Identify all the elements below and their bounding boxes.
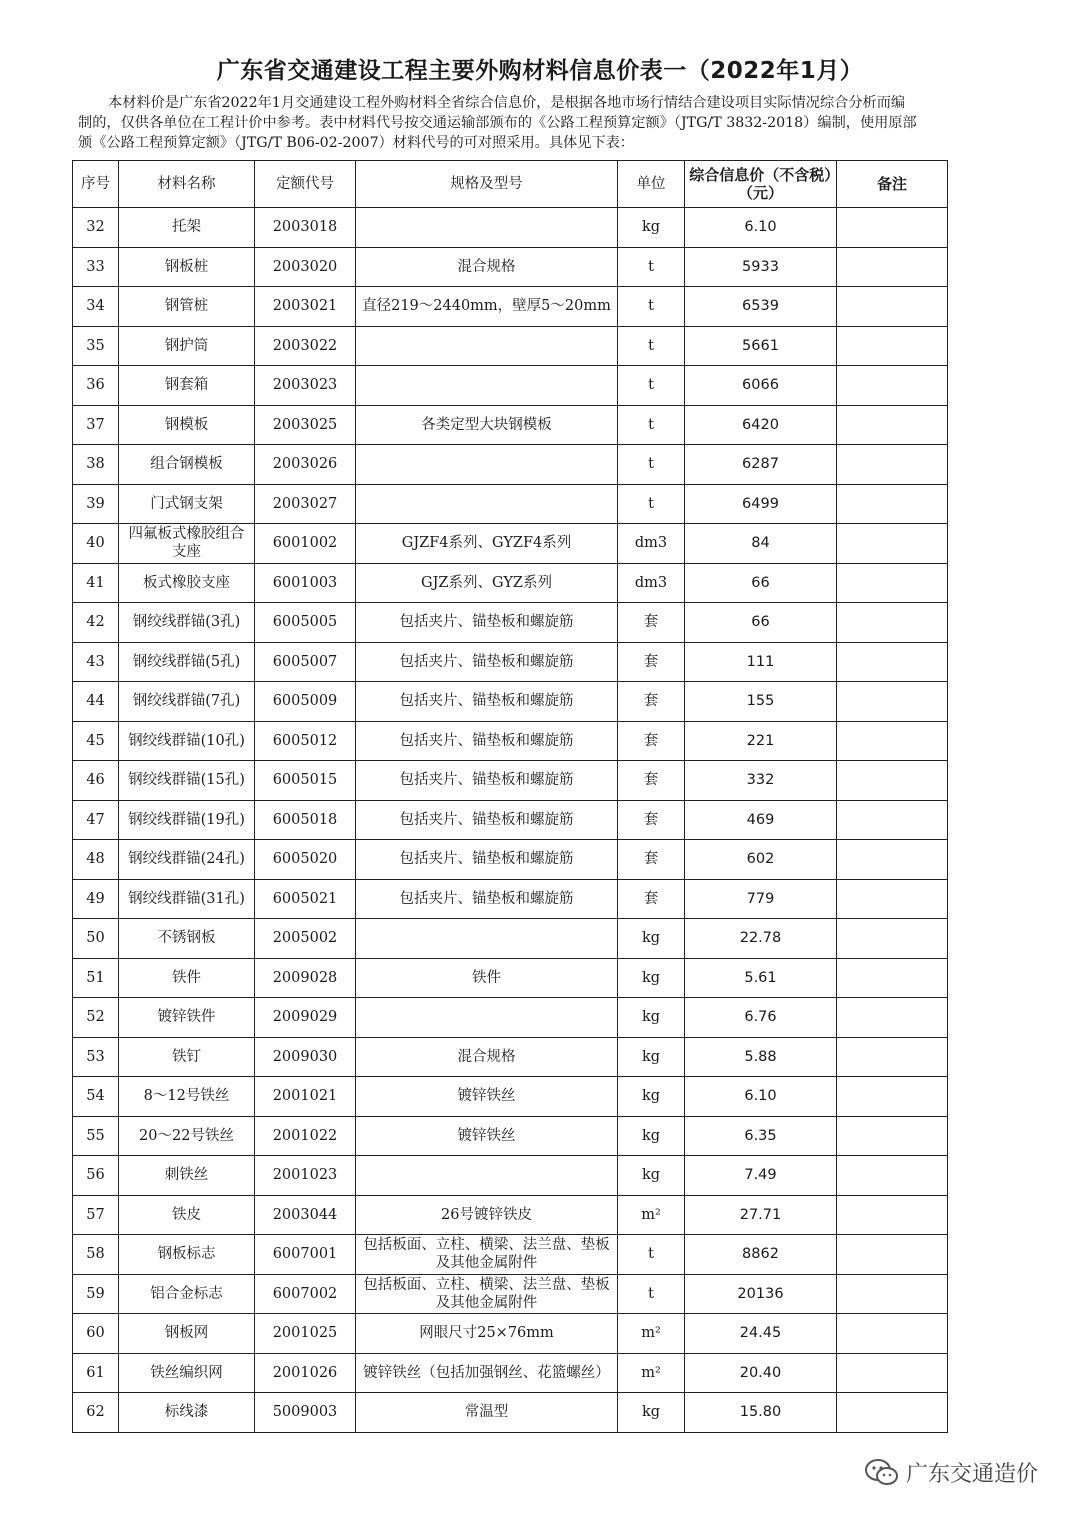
- cell-note: [837, 1274, 948, 1314]
- table-row: [73, 366, 948, 406]
- cell-unit: dm3: [618, 524, 685, 564]
- cell-price: 5933: [685, 247, 837, 287]
- cell-name: 镀锌铁件: [119, 998, 255, 1038]
- table-row: [73, 998, 948, 1038]
- cell-price: 66: [685, 563, 837, 603]
- cell-price: 27.71: [685, 1195, 837, 1235]
- table-row: [73, 800, 948, 840]
- page-title: 广东省交通建设工程主要外购材料信息价表一（2022年1月）: [216, 58, 864, 84]
- cell-name: 钢绞线群锚(24孔): [119, 840, 255, 880]
- cell-name: 铁丝编织网: [119, 1353, 255, 1393]
- cell-price: 6287: [685, 445, 837, 485]
- cell-note: [837, 1195, 948, 1235]
- cell-name: 钢护筒: [119, 326, 255, 366]
- cell-price: 20136: [685, 1274, 837, 1314]
- cell-note: [837, 800, 948, 840]
- cell-code: 2003026: [255, 445, 356, 485]
- cell-spec: GJZ系列、GYZ系列: [356, 563, 618, 603]
- cell-unit: 套: [618, 879, 685, 919]
- cell-seq: 41: [73, 563, 119, 603]
- cell-seq: 38: [73, 445, 119, 485]
- cell-note: [837, 405, 948, 445]
- cell-price: 6.10: [685, 208, 837, 248]
- cell-note: [837, 919, 948, 959]
- cell-seq: 34: [73, 287, 119, 327]
- cell-unit: kg: [618, 998, 685, 1038]
- cell-note: [837, 1235, 948, 1275]
- cell-price: 7.49: [685, 1156, 837, 1196]
- cell-seq: 60: [73, 1314, 119, 1354]
- cell-unit: t: [618, 366, 685, 406]
- cell-spec: [356, 998, 618, 1038]
- cell-name: 钢管桩: [119, 287, 255, 327]
- cell-name: 铁钉: [119, 1037, 255, 1077]
- cell-code: 2009029: [255, 998, 356, 1038]
- header-price: 综合信息价（不含税）（元）: [685, 161, 837, 208]
- table-row: [73, 287, 948, 327]
- cell-code: 2001025: [255, 1314, 356, 1354]
- table-row: [73, 326, 948, 366]
- cell-code: 2003027: [255, 484, 356, 524]
- cell-spec: [356, 919, 618, 959]
- table-header-row: [73, 161, 948, 208]
- cell-spec: 包括夹片、锚垫板和螺旋筋: [356, 800, 618, 840]
- cell-code: 2001023: [255, 1156, 356, 1196]
- cell-name: 钢绞线群锚(3孔): [119, 603, 255, 643]
- cell-code: 2001021: [255, 1077, 356, 1117]
- cell-price: 20.40: [685, 1353, 837, 1393]
- cell-seq: 35: [73, 326, 119, 366]
- cell-seq: 55: [73, 1116, 119, 1156]
- cell-name: 钢绞线群锚(5孔): [119, 642, 255, 682]
- cell-spec: 网眼尺寸25×76mm: [356, 1314, 618, 1354]
- cell-price: 6.76: [685, 998, 837, 1038]
- table-row: [73, 919, 948, 959]
- cell-spec: 常温型: [356, 1393, 618, 1433]
- table-row: [73, 1156, 948, 1196]
- cell-spec: 包括夹片、锚垫板和螺旋筋: [356, 682, 618, 722]
- cell-unit: kg: [618, 208, 685, 248]
- cell-name: 8～12号铁丝: [119, 1077, 255, 1117]
- table-row: [73, 1116, 948, 1156]
- cell-seq: 47: [73, 800, 119, 840]
- cell-price: 6539: [685, 287, 837, 327]
- cell-code: 6001002: [255, 524, 356, 564]
- cell-code: 2003025: [255, 405, 356, 445]
- cell-code: 2003022: [255, 326, 356, 366]
- cell-seq: 42: [73, 603, 119, 643]
- cell-seq: 32: [73, 208, 119, 248]
- cell-code: 5009003: [255, 1393, 356, 1433]
- cell-seq: 52: [73, 998, 119, 1038]
- cell-unit: m²: [618, 1314, 685, 1354]
- cell-spec: 镀锌铁丝: [356, 1116, 618, 1156]
- table-row: [73, 524, 948, 564]
- cell-seq: 46: [73, 761, 119, 801]
- cell-note: [837, 326, 948, 366]
- cell-name: 钢板网: [119, 1314, 255, 1354]
- cell-seq: 37: [73, 405, 119, 445]
- cell-name: 托架: [119, 208, 255, 248]
- cell-note: [837, 563, 948, 603]
- cell-spec: 26号镀锌铁皮: [356, 1195, 618, 1235]
- cell-unit: t: [618, 445, 685, 485]
- cell-code: 6007001: [255, 1235, 356, 1275]
- cell-unit: 套: [618, 840, 685, 880]
- cell-code: 6001003: [255, 563, 356, 603]
- cell-name: 四氟板式橡胶组合支座: [119, 524, 255, 564]
- cell-name: 钢绞线群锚(31孔): [119, 879, 255, 919]
- cell-note: [837, 1116, 948, 1156]
- wechat-icon: [864, 1458, 900, 1488]
- cell-note: [837, 208, 948, 248]
- cell-spec: [356, 208, 618, 248]
- cell-unit: 套: [618, 761, 685, 801]
- cell-unit: 套: [618, 800, 685, 840]
- cell-code: 6005012: [255, 721, 356, 761]
- cell-unit: 套: [618, 603, 685, 643]
- cell-note: [837, 642, 948, 682]
- cell-spec: 包括夹片、锚垫板和螺旋筋: [356, 603, 618, 643]
- table-row: [73, 445, 948, 485]
- cell-spec: 各类定型大块钢模板: [356, 405, 618, 445]
- cell-seq: 39: [73, 484, 119, 524]
- cell-spec: 混合规格: [356, 247, 618, 287]
- cell-seq: 58: [73, 1235, 119, 1275]
- cell-name: 标线漆: [119, 1393, 255, 1433]
- cell-price: 66: [685, 603, 837, 643]
- cell-spec: GJZF4系列、GYZF4系列: [356, 524, 618, 564]
- cell-name: 钢板桩: [119, 247, 255, 287]
- cell-price: 15.80: [685, 1393, 837, 1433]
- cell-note: [837, 879, 948, 919]
- table-row: [73, 1393, 948, 1433]
- cell-price: 22.78: [685, 919, 837, 959]
- cell-code: 6005007: [255, 642, 356, 682]
- cell-name: 钢绞线群锚(19孔): [119, 800, 255, 840]
- table-row: [73, 247, 948, 287]
- cell-price: 6.35: [685, 1116, 837, 1156]
- cell-code: 6005009: [255, 682, 356, 722]
- cell-unit: 套: [618, 682, 685, 722]
- cell-code: 6005015: [255, 761, 356, 801]
- cell-code: 6005018: [255, 800, 356, 840]
- cell-spec: 直径219～2440mm，壁厚5～20mm: [356, 287, 618, 327]
- cell-note: [837, 445, 948, 485]
- cell-price: 5.88: [685, 1037, 837, 1077]
- cell-spec: [356, 1156, 618, 1196]
- cell-unit: t: [618, 326, 685, 366]
- cell-unit: t: [618, 1235, 685, 1275]
- cell-seq: 33: [73, 247, 119, 287]
- cell-name: 20～22号铁丝: [119, 1116, 255, 1156]
- cell-note: [837, 287, 948, 327]
- cell-name: 组合钢模板: [119, 445, 255, 485]
- cell-name: 钢绞线群锚(15孔): [119, 761, 255, 801]
- cell-seq: 57: [73, 1195, 119, 1235]
- cell-seq: 40: [73, 524, 119, 564]
- cell-code: 2003023: [255, 366, 356, 406]
- table-row: [73, 958, 948, 998]
- table-row: [73, 721, 948, 761]
- cell-unit: t: [618, 484, 685, 524]
- cell-note: [837, 1353, 948, 1393]
- cell-price: 155: [685, 682, 837, 722]
- cell-note: [837, 366, 948, 406]
- cell-code: 6005020: [255, 840, 356, 880]
- cell-unit: kg: [618, 1393, 685, 1433]
- header-spec: 规格及型号: [356, 161, 618, 208]
- cell-seq: 49: [73, 879, 119, 919]
- table-row: [73, 563, 948, 603]
- price-table: [72, 160, 948, 1433]
- cell-code: 6005021: [255, 879, 356, 919]
- cell-note: [837, 761, 948, 801]
- cell-name: 门式钢支架: [119, 484, 255, 524]
- intro-paragraph: 本材料价是广东省2022年1月交通建设工程外购材料全省综合信息价，是根据各地市场行情结合建设项目实际情况综合分析而编制的，仅供各单位在工程计价中参考。表中材料代号按交通运输部颁布的《公路工程预算定额》（JTG/T 3832-2018）编制，使用原部颁《公路工程预算定额》（JTG/T B06-02-2007）材料代号的可对照采用。具体见下表：: [78, 95, 917, 151]
- cell-name: 钢套箱: [119, 366, 255, 406]
- cell-name: 钢绞线群锚(10孔): [119, 721, 255, 761]
- cell-price: 8862: [685, 1235, 837, 1275]
- cell-name: 板式橡胶支座: [119, 563, 255, 603]
- cell-price: 6420: [685, 405, 837, 445]
- cell-code: 2009030: [255, 1037, 356, 1077]
- cell-seq: 56: [73, 1156, 119, 1196]
- cell-seq: 59: [73, 1274, 119, 1314]
- table-row: [73, 761, 948, 801]
- cell-note: [837, 1077, 948, 1117]
- cell-unit: kg: [618, 1037, 685, 1077]
- cell-note: [837, 247, 948, 287]
- cell-spec: [356, 445, 618, 485]
- cell-price: 6499: [685, 484, 837, 524]
- cell-spec: [356, 366, 618, 406]
- table-row: [73, 840, 948, 880]
- cell-price: 779: [685, 879, 837, 919]
- cell-code: 6005005: [255, 603, 356, 643]
- cell-seq: 53: [73, 1037, 119, 1077]
- cell-unit: kg: [618, 958, 685, 998]
- cell-seq: 48: [73, 840, 119, 880]
- table-row: [73, 879, 948, 919]
- cell-seq: 45: [73, 721, 119, 761]
- cell-seq: 61: [73, 1353, 119, 1393]
- cell-note: [837, 484, 948, 524]
- table-body: [73, 208, 948, 1433]
- cell-price: 84: [685, 524, 837, 564]
- cell-note: [837, 682, 948, 722]
- cell-price: 469: [685, 800, 837, 840]
- table-row: [73, 405, 948, 445]
- cell-note: [837, 1156, 948, 1196]
- cell-note: [837, 1037, 948, 1077]
- header-unit: 单位: [618, 161, 685, 208]
- cell-seq: 54: [73, 1077, 119, 1117]
- table-row: [73, 642, 948, 682]
- cell-name: 不锈钢板: [119, 919, 255, 959]
- table-row: [73, 1353, 948, 1393]
- table-row: [73, 208, 948, 248]
- cell-unit: kg: [618, 1077, 685, 1117]
- cell-name: 铝合金标志: [119, 1274, 255, 1314]
- table-row: [73, 1077, 948, 1117]
- header-name: 材料名称: [119, 161, 255, 208]
- cell-unit: m²: [618, 1353, 685, 1393]
- cell-price: 6066: [685, 366, 837, 406]
- cell-note: [837, 958, 948, 998]
- cell-code: 2001022: [255, 1116, 356, 1156]
- cell-code: 6007002: [255, 1274, 356, 1314]
- watermark-text: 广东交通造价: [905, 1462, 1038, 1487]
- cell-seq: 51: [73, 958, 119, 998]
- table-row: [73, 1274, 948, 1314]
- cell-name: 钢板标志: [119, 1235, 255, 1275]
- cell-code: 2003018: [255, 208, 356, 248]
- table-row: [73, 1195, 948, 1235]
- cell-price: 111: [685, 642, 837, 682]
- cell-price: 5.61: [685, 958, 837, 998]
- cell-spec: 混合规格: [356, 1037, 618, 1077]
- cell-spec: [356, 326, 618, 366]
- cell-name: 铁皮: [119, 1195, 255, 1235]
- cell-price: 602: [685, 840, 837, 880]
- cell-note: [837, 998, 948, 1038]
- cell-price: 6.10: [685, 1077, 837, 1117]
- cell-note: [837, 840, 948, 880]
- table-row: [73, 1235, 948, 1275]
- table-row: [73, 603, 948, 643]
- cell-price: 332: [685, 761, 837, 801]
- cell-unit: dm3: [618, 563, 685, 603]
- cell-code: 2003044: [255, 1195, 356, 1235]
- cell-spec: 包括板面、立柱、横梁、法兰盘、垫板及其他金属附件: [356, 1274, 618, 1314]
- cell-unit: t: [618, 287, 685, 327]
- cell-unit: kg: [618, 919, 685, 959]
- cell-unit: t: [618, 1274, 685, 1314]
- cell-spec: 铁件: [356, 958, 618, 998]
- cell-unit: kg: [618, 1156, 685, 1196]
- cell-code: 2003021: [255, 287, 356, 327]
- cell-name: 钢绞线群锚(7孔): [119, 682, 255, 722]
- cell-spec: 包括夹片、锚垫板和螺旋筋: [356, 840, 618, 880]
- cell-price: 5661: [685, 326, 837, 366]
- cell-spec: 包括夹片、锚垫板和螺旋筋: [356, 642, 618, 682]
- watermark: [864, 1457, 1038, 1488]
- cell-code: 2005002: [255, 919, 356, 959]
- cell-price: 221: [685, 721, 837, 761]
- cell-note: [837, 1393, 948, 1433]
- cell-spec: 包括板面、立柱、横梁、法兰盘、垫板及其他金属附件: [356, 1235, 618, 1275]
- cell-spec: 镀锌铁丝: [356, 1077, 618, 1117]
- table-row: [73, 1037, 948, 1077]
- cell-price: 24.45: [685, 1314, 837, 1354]
- cell-unit: kg: [618, 1116, 685, 1156]
- cell-spec: [356, 484, 618, 524]
- header-seq: 序号: [73, 161, 119, 208]
- cell-unit: t: [618, 247, 685, 287]
- cell-note: [837, 721, 948, 761]
- cell-seq: 43: [73, 642, 119, 682]
- table-row: [73, 1314, 948, 1354]
- cell-name: 铁件: [119, 958, 255, 998]
- cell-note: [837, 1314, 948, 1354]
- cell-name: 钢模板: [119, 405, 255, 445]
- cell-spec: 包括夹片、锚垫板和螺旋筋: [356, 721, 618, 761]
- cell-note: [837, 603, 948, 643]
- cell-code: 2009028: [255, 958, 356, 998]
- table-row: [73, 682, 948, 722]
- cell-spec: 包括夹片、锚垫板和螺旋筋: [356, 761, 618, 801]
- table-row: [73, 484, 948, 524]
- cell-seq: 62: [73, 1393, 119, 1433]
- cell-seq: 50: [73, 919, 119, 959]
- cell-note: [837, 524, 948, 564]
- cell-unit: m²: [618, 1195, 685, 1235]
- cell-code: 2003020: [255, 247, 356, 287]
- cell-seq: 36: [73, 366, 119, 406]
- header-note: 备注: [837, 161, 948, 208]
- cell-name: 刺铁丝: [119, 1156, 255, 1196]
- cell-seq: 44: [73, 682, 119, 722]
- cell-unit: 套: [618, 721, 685, 761]
- header-code: 定额代号: [255, 161, 356, 208]
- cell-unit: 套: [618, 642, 685, 682]
- cell-unit: t: [618, 405, 685, 445]
- cell-spec: 包括夹片、锚垫板和螺旋筋: [356, 879, 618, 919]
- cell-spec: 镀锌铁丝（包括加强钢丝、花篮螺丝）: [356, 1353, 618, 1393]
- cell-code: 2001026: [255, 1353, 356, 1393]
